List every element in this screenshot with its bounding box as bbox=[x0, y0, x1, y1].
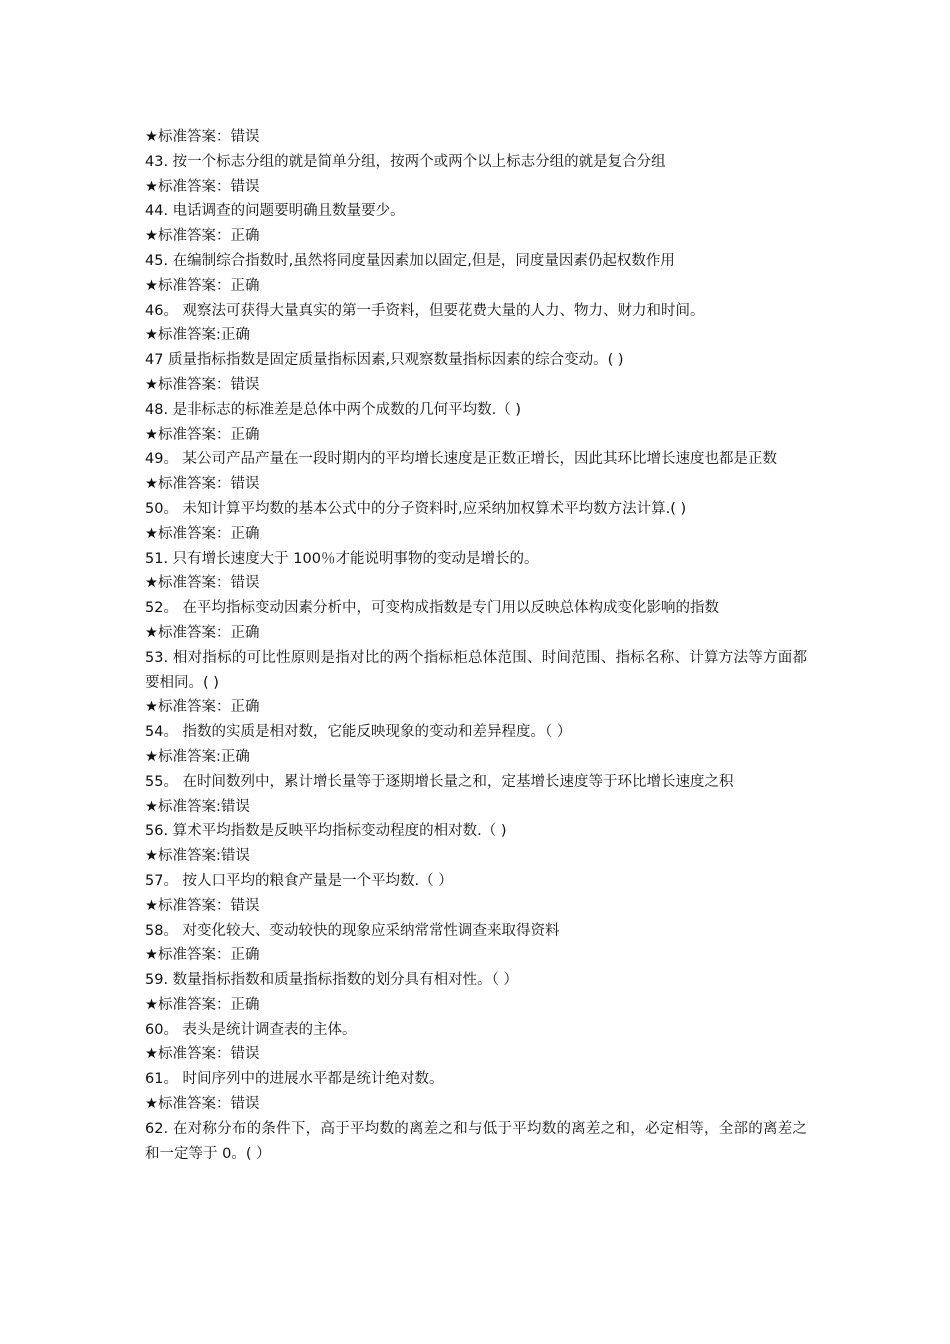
question-45: 45. 在编制综合指数时,虽然将同度量因素加以固定,但是，同度量因素仍起权数作用 bbox=[145, 252, 675, 269]
question-44: 44. 电话调查的问题要明确且数量要少。 bbox=[145, 203, 405, 220]
answer-61: ★标准答案：错误 bbox=[145, 1096, 260, 1113]
question-59: 59. 数量指标指数和质量指标指数的划分具有相对性。（ ） bbox=[145, 972, 519, 989]
question-58: 58。 对变化较大、变动较快的现象应采纳常常性调查来取得资料 bbox=[145, 922, 560, 939]
answer-47: ★标准答案：错误 bbox=[145, 376, 260, 393]
answer-48: ★标准答案：正确 bbox=[145, 426, 260, 443]
answer-44: ★标准答案：正确 bbox=[145, 228, 260, 245]
question-51: 51. 只有增长速度大于 100％才能说明事物的变动是增长的。 bbox=[145, 550, 539, 567]
answer-52: ★标准答案：正确 bbox=[145, 624, 260, 641]
question-54: 54。 指数的实质是相对数，它能反映现象的变动和差异程度。（ ） bbox=[145, 724, 572, 741]
answer-55: ★标准答案:错误 bbox=[145, 798, 250, 815]
answer-54: ★标准答案:正确 bbox=[145, 748, 250, 765]
answer-56: ★标准答案:错误 bbox=[145, 848, 250, 865]
answer-50: ★标准答案：正确 bbox=[145, 525, 260, 542]
answer-53: ★标准答案：正确 bbox=[145, 699, 260, 716]
answer-line: ★标准答案：错误 bbox=[145, 129, 260, 145]
question-57: 57。 按人口平均的粮食产量是一个平均数.（ ） bbox=[145, 872, 453, 889]
question-56: 56. 算术平均指数是反映平均指标变动程度的相对数.（ ) bbox=[145, 823, 507, 840]
question-47: 47 质量指标指数是固定质量指标因素,只观察数量指标因素的综合变动。( ) bbox=[145, 352, 624, 369]
answer-51: ★标准答案：错误 bbox=[145, 575, 260, 592]
question-49: 49。 某公司产品产量在一段时期内的平均增长速度是正数正增长，因此其环比增长速度也都是正数 bbox=[145, 451, 778, 468]
document-page bbox=[145, 125, 807, 1166]
question-60: 60。 表头是统计调查表的主体。 bbox=[145, 1021, 357, 1038]
question-50: 50。 未知计算平均数的基本公式中的分子资料时,应采纳加权算术平均数方法计算.( ) bbox=[145, 500, 687, 517]
question-52: 52。 在平均指标变动因素分析中，可变构成指数是专门用以反映总体构成变化影响的指数 bbox=[145, 600, 720, 617]
question-62: 62. 在对称分布的条件下，高于平均数的离差之和与低于平均数的离差之和，必定相等，全部的离差之和一定等于 0。( ） bbox=[145, 1120, 807, 1162]
question-61: 61。 时间序列中的进展水平都是统计绝对数。 bbox=[145, 1071, 444, 1088]
question-48: 48. 是非标志的标准差是总体中两个成数的几何平均数.（ ) bbox=[145, 401, 522, 418]
answer-45: ★标准答案：正确 bbox=[145, 277, 260, 294]
answer-49: ★标准答案：错误 bbox=[145, 476, 260, 493]
answer-59: ★标准答案：正确 bbox=[145, 996, 260, 1013]
answer-60: ★标准答案：错误 bbox=[145, 1046, 260, 1063]
question-55: 55。 在时间数列中，累计增长量等于逐期增长量之和，定基增长速度等于环比增长速度之积 bbox=[145, 773, 734, 790]
answer-43: ★标准答案：错误 bbox=[145, 178, 260, 195]
answer-57: ★标准答案：错误 bbox=[145, 897, 260, 914]
question-46: 46。 观察法可获得大量真实的第一手资料，但要花费大量的人力、物力、财力和时间。 bbox=[145, 302, 705, 319]
answer-46: ★标准答案:正确 bbox=[145, 327, 250, 344]
question-43: 43. 按一个标志分组的就是简单分组，按两个或两个以上标志分组的就是复合分组 bbox=[145, 153, 666, 170]
answer-58: ★标准答案：正确 bbox=[145, 947, 260, 964]
question-53: 53. 相对指标的可比性原则是指对比的两个指标柜总体范围、时间范围、指标名称、计算方法等方面都要相同。( ) bbox=[145, 649, 807, 691]
